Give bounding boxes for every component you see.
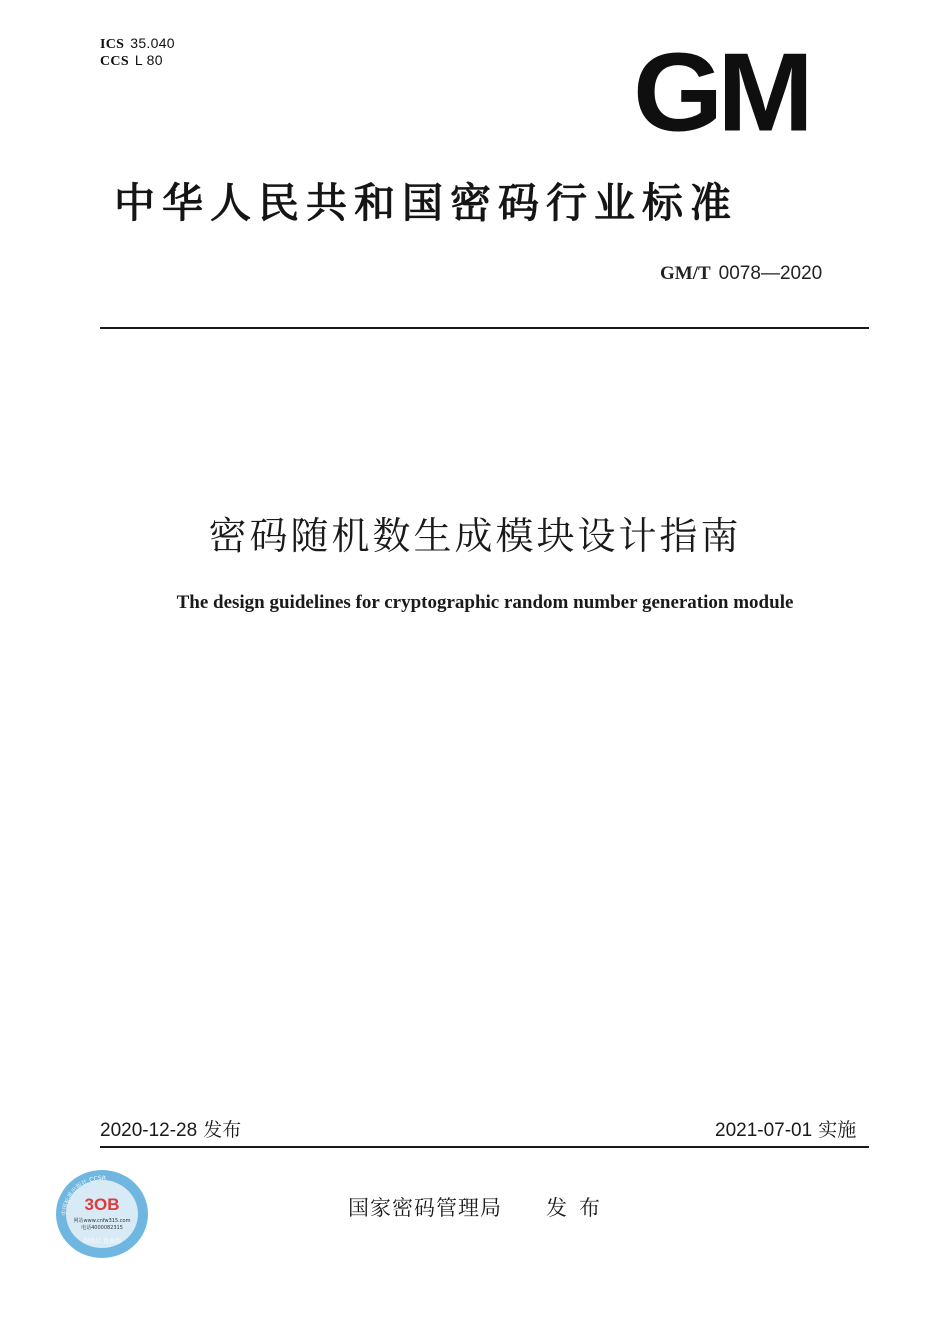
standard-number-value: 0078—2020 [718,263,823,284]
gm-logo: GM [633,48,808,137]
ccs-value: L 80 [134,52,163,68]
publish-label: 发布 [203,1119,242,1141]
document-title-zh: 密码随机数生成模块设计指南 [208,514,742,558]
issue-action: 发布 [546,1196,612,1220]
implement-label: 实施 [818,1119,857,1141]
anti-counterfeit-seal [54,1168,150,1260]
implement-date-line [715,1115,856,1142]
issuing-authority: 国家密码管理局 [348,1196,502,1220]
seal-website: 网站www.cnfw315.com [73,1218,131,1224]
ics-label: ICS [100,37,125,52]
standard-category-title: 中华人民共和国密码行业标准 [114,179,738,227]
standard-number [660,262,822,285]
issuer-line [348,1192,612,1222]
ics-value: 35.040 [130,35,175,51]
document-title-en: The design guidelines for cryptographic random number generation module [176,592,794,613]
seal-ring-text: 中国标准出版社 CCSR [60,1174,107,1217]
standard-number-prefix: GM/T [660,263,711,284]
publish-date: 2020-12-28 [100,1120,198,1141]
seal-logo: 3OB [84,1195,120,1214]
ics-code [100,35,175,53]
ccs-code [100,52,163,70]
publish-date-line [100,1115,241,1142]
implement-date: 2021-07-01 [715,1120,813,1141]
header-divider [100,327,869,329]
footer-divider [100,1146,869,1148]
ccs-label: CCS [100,54,129,69]
seal-scratch-text: 刮涂层 查真伪 [83,1238,121,1245]
seal-phone: 电话4000082315 [81,1225,123,1231]
